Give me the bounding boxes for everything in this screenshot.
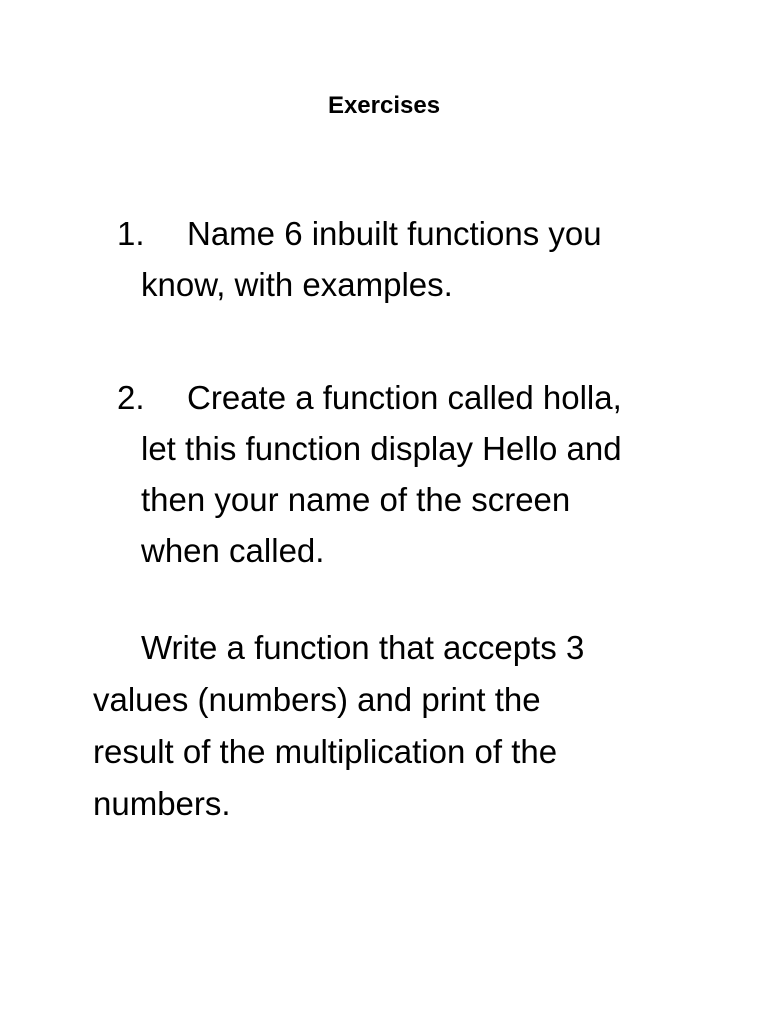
exercise-item-2 <box>117 372 717 576</box>
item-number: 2. <box>117 379 145 416</box>
item-text-line: Create a function called holla, <box>187 379 622 416</box>
item-number: 1. <box>117 215 145 252</box>
exercise-item-1 <box>117 208 717 310</box>
paragraph-line: result of the multiplication of the <box>93 733 558 770</box>
paragraph-line: Write a function that accepts 3 <box>141 629 585 666</box>
exercise-paragraph <box>93 622 713 830</box>
paragraph-line: values (numbers) and print the <box>93 681 541 718</box>
item-text-line: Name 6 inbuilt functions you <box>187 215 602 252</box>
item-text-line: when called. <box>141 532 325 569</box>
item-text-line: then your name of the screen <box>141 481 571 518</box>
item-text-line: let this function display Hello and <box>141 430 622 467</box>
paragraph-line: numbers. <box>93 785 231 822</box>
item-text-line: know, with examples. <box>141 266 453 303</box>
page-title: Exercises <box>327 92 441 119</box>
